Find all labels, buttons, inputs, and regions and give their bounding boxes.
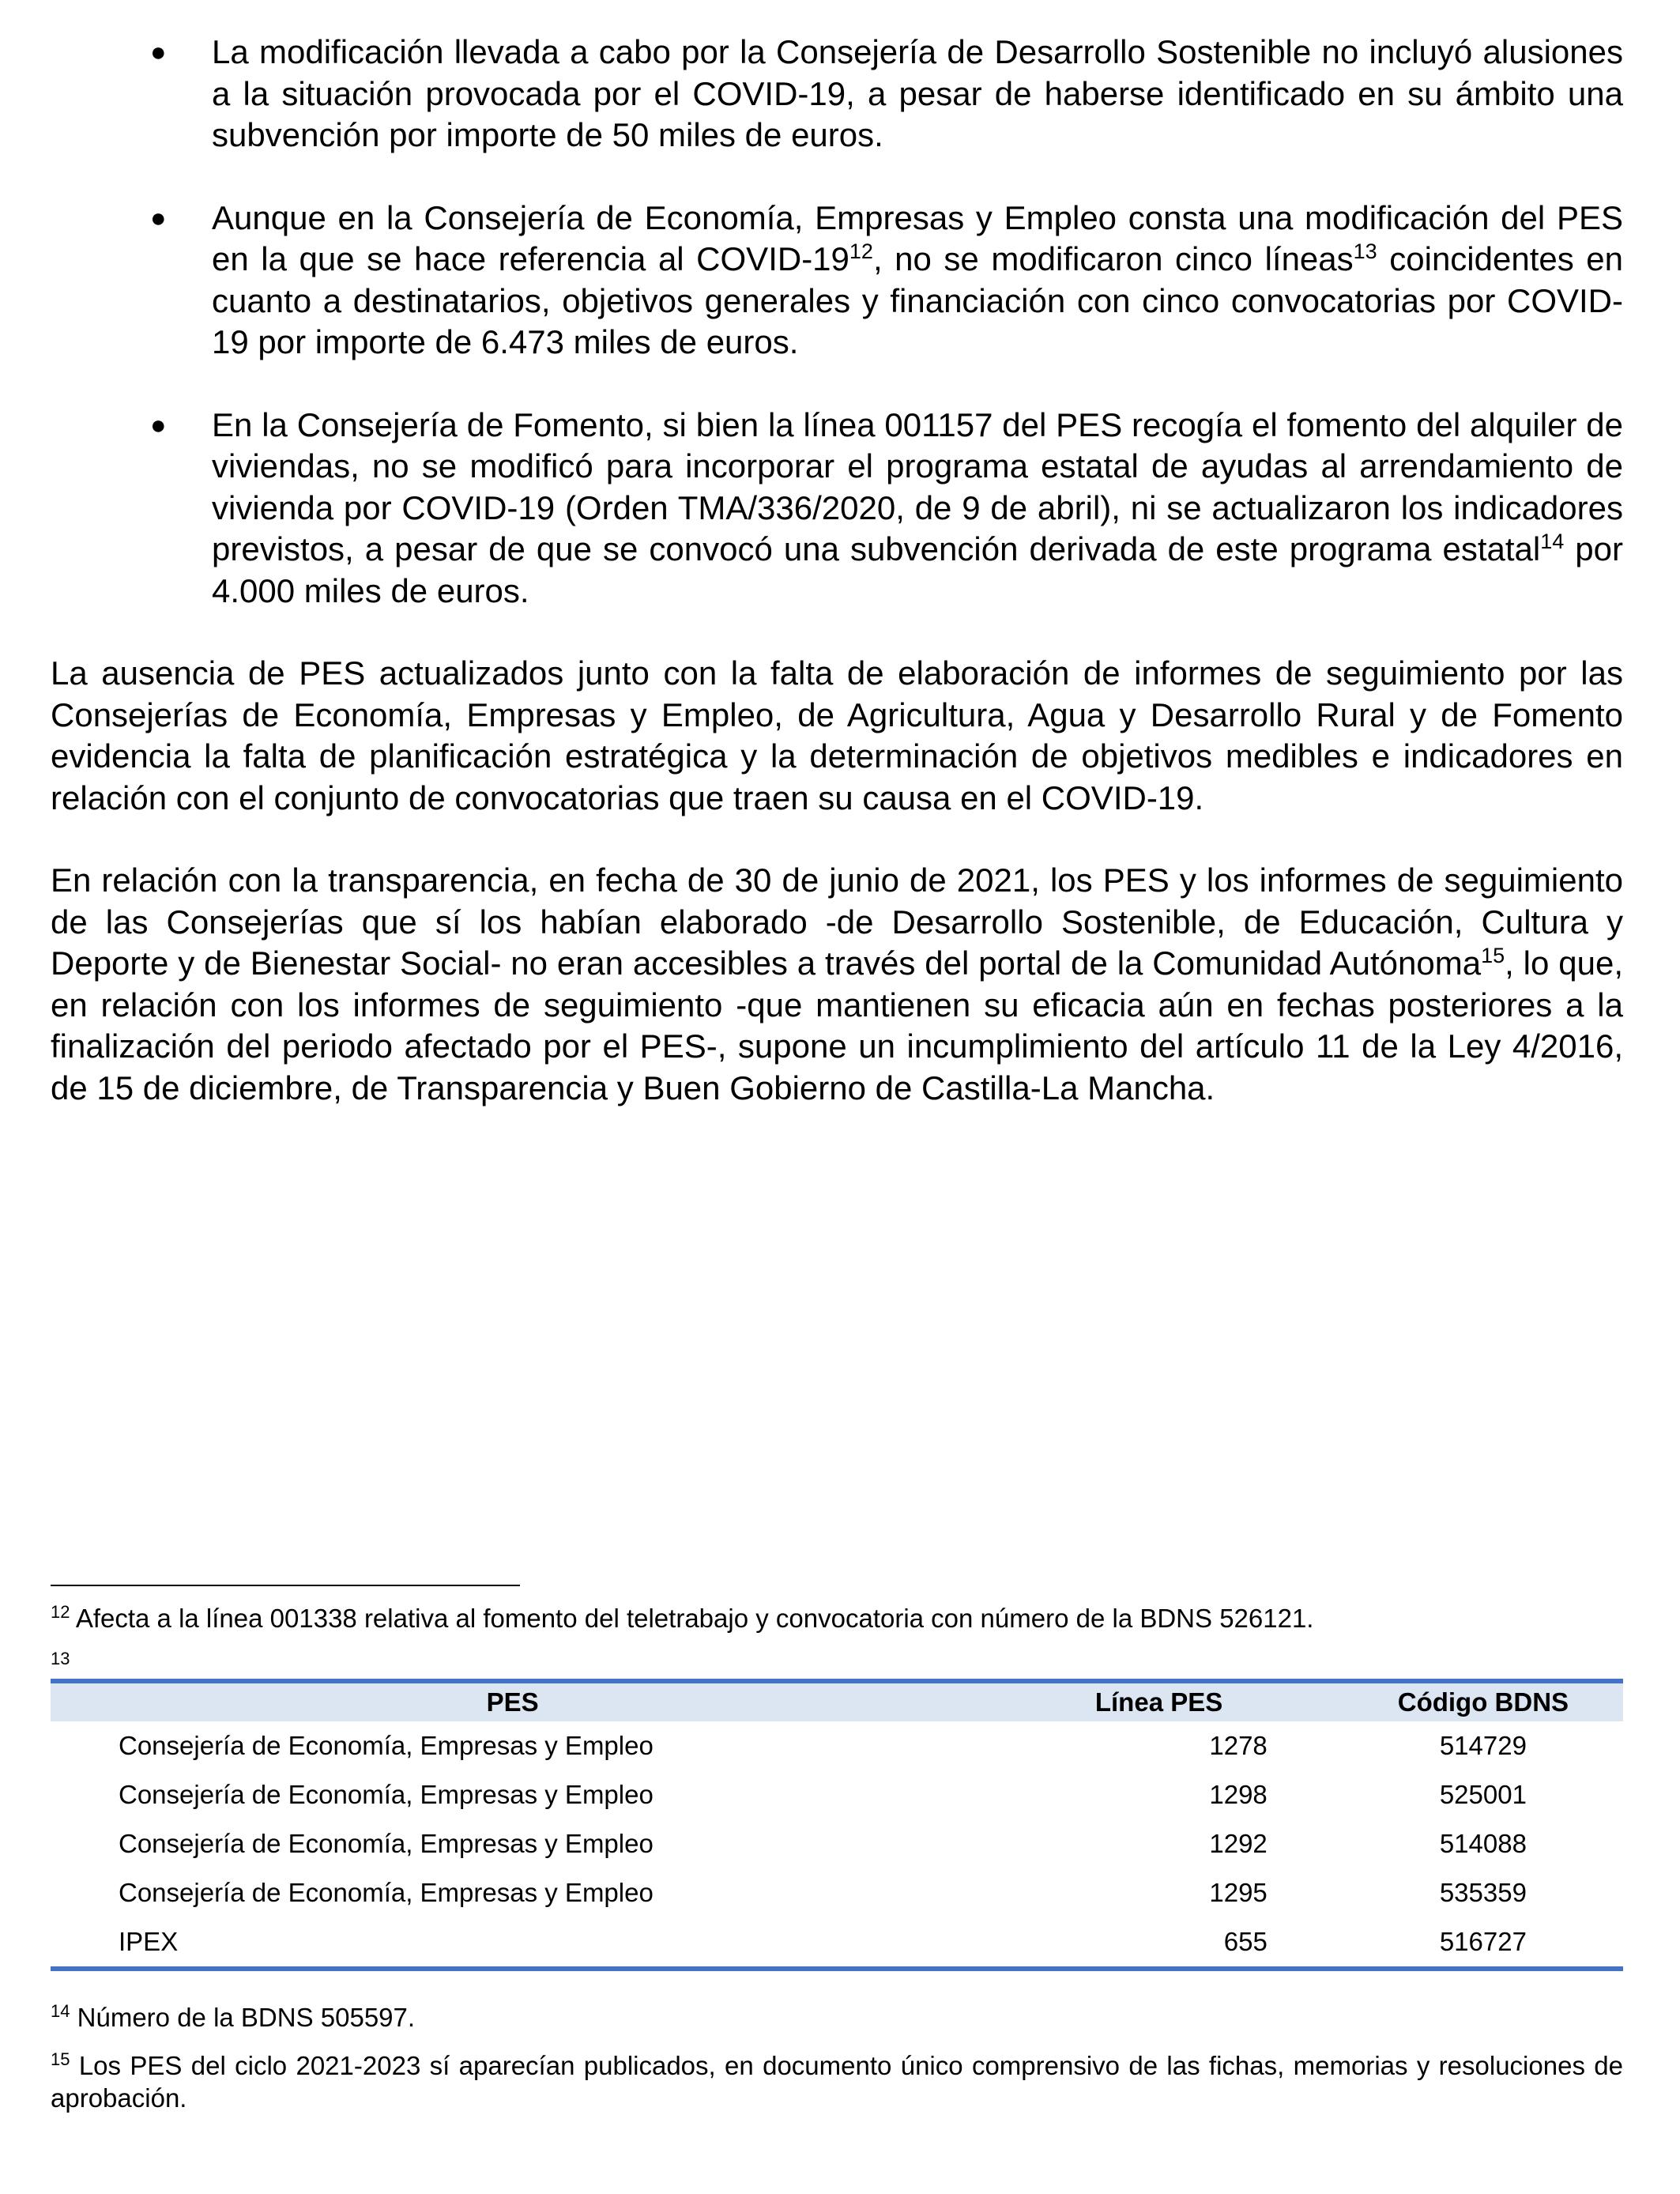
bullet-list [51,32,1623,612]
footnote-13-table [51,1679,1623,1971]
cell-linea: 1298 [1209,1780,1268,1809]
table-row [51,1917,1623,1969]
document-page [51,32,1623,1150]
bullet-icon: ● [150,202,167,233]
table-row [51,1819,1623,1868]
cell-linea: 655 [974,1917,1343,1969]
cell-linea: 1278 [1209,1731,1268,1760]
paragraph-transparency [51,860,1623,1109]
cell-pes: IPEX [119,1927,179,1956]
cell-pes: Consejería de Economía, Empresas y Empleo [119,1731,654,1760]
paragraph-planning: La ausencia de PES actualizados junto con la falta de elaboración de informes de seguimiento por las Consejerías de Economía, Empresas y Empleo, de Agricultura, Agua y Desarrollo Rural y de Fomento evidencia la falta de planificación estratégica y la determinación de objetivos medibles e indicadores en relación con el conjunto de convocatorias que traen su causa en el COVID-19. [51,654,1623,816]
footnote-text: Los PES del ciclo 2021-2023 sí aparecían publicados, en documento único comprensivo de las fichas, memorias y resoluciones de aprobación. [51,2051,1623,2113]
column-header-codigo: Código BDNS [1343,1681,1623,1721]
bullet-text: , no se modificaron cinco líneas [872,240,1354,277]
bullet-text: coincidentes en cuanto a destinatarios, objetivos generales y financiación con cinco convocatorias por COVID-19 por importe de 6.473 miles de euros. [212,240,1623,360]
cell-codigo: 514088 [1439,1829,1527,1858]
paragraph-text: En relación con la transparencia, en fecha de 30 de junio de 2021, los PES y los informes de seguimiento de las Consejerías que sí los habían elaborado -de Desarrollo Sostenible, de Educación, Cultura y Deporte y de Bienestar Social- no eran accesibles a través del portal de la Comunidad Autónoma [51,861,1623,982]
paragraph-text: , lo que, en relación con los informes de seguimiento -que mantienen su eficacia aún en fechas posteriores a la finalización del periodo afectado por el PES-, supone un incumplimiento del artículo 11 de la Ley 4/2016, de 15 de diciembre, de Transparencia y Buen Gobierno de Castilla-La Mancha. [51,944,1623,1106]
cell-linea: 1292 [1209,1829,1268,1858]
bullet-text: Aunque en la Consejería de Economía, Empresas y Empleo consta una modificación del PES en la que se hace referencia al COVID-19 [212,198,1623,277]
cell-pes: Consejería de Economía, Empresas y Empleo [119,1780,654,1809]
cell-linea: 1295 [1209,1878,1268,1907]
footnote-14 [51,2001,1623,2034]
footnote-12 [51,1602,1623,1634]
footnote-text: Número de la BDNS 505597. [70,2003,416,2032]
footnote-mark: 12 [51,1602,70,1622]
footnote-mark: 14 [51,2001,70,2021]
bullet-item [51,32,1623,156]
bullet-text: En la Consejería de Fomento, si bien la línea 001157 del PES recogía el fomento del alquiler de viviendas, no se modificó para incorporar el programa estatal de ayudas al arrendamiento de vivienda por COVID-19 (Orden TMA/336/2020, de 9 de abril), ni se actualizaron los indicadores previstos, a pesar de que se convocó una subvención derivada de este programa estatal [212,405,1623,567]
cell-codigo: 514729 [1439,1731,1527,1760]
table-row [51,1868,1623,1917]
bullet-item [51,405,1623,613]
footnote-text: Afecta a la línea 001338 relativa al fomento del teletrabajo y convocatoria con número de la BDNS 526121. [70,1604,1314,1633]
bullet-text: por 4.000 miles de euros. [212,530,1624,609]
footnote-ref-12[interactable]: 12 [849,239,873,263]
footnote-13-mark: 13 [51,1649,70,1668]
cell-codigo: 535359 [1439,1878,1527,1907]
column-header-pes: PES [51,1681,974,1721]
footnote-separator [51,1585,520,1586]
bullet-icon: ● [150,37,167,67]
table-row [51,1721,1623,1770]
footnote-mark: 15 [51,2049,70,2069]
bullet-text: La modificación llevada a cabo por la Consejería de Desarrollo Sostenible no incluyó alusiones a la situación provocada por el COVID-19, a pesar de haberse identificado en su ámbito una subvención por importe de 50 miles de euros. [212,33,1623,153]
table-row [51,1770,1623,1819]
footnote-15 [51,2049,1623,2114]
bullet-icon: ● [150,409,167,440]
table-header-row [51,1681,1623,1721]
footnote-ref-14[interactable]: 14 [1540,530,1565,553]
cell-codigo: 516727 [1343,1917,1623,1969]
cell-pes: Consejería de Economía, Empresas y Empleo [119,1829,654,1858]
bullet-item [51,198,1623,364]
cell-codigo: 525001 [1439,1780,1527,1809]
footnote-ref-13[interactable]: 13 [1353,239,1377,263]
footnotes-section [51,1585,1623,2130]
footnote-ref-15[interactable]: 15 [1481,944,1505,967]
cell-pes: Consejería de Economía, Empresas y Empleo [119,1878,654,1907]
column-header-linea: Línea PES [974,1681,1343,1721]
